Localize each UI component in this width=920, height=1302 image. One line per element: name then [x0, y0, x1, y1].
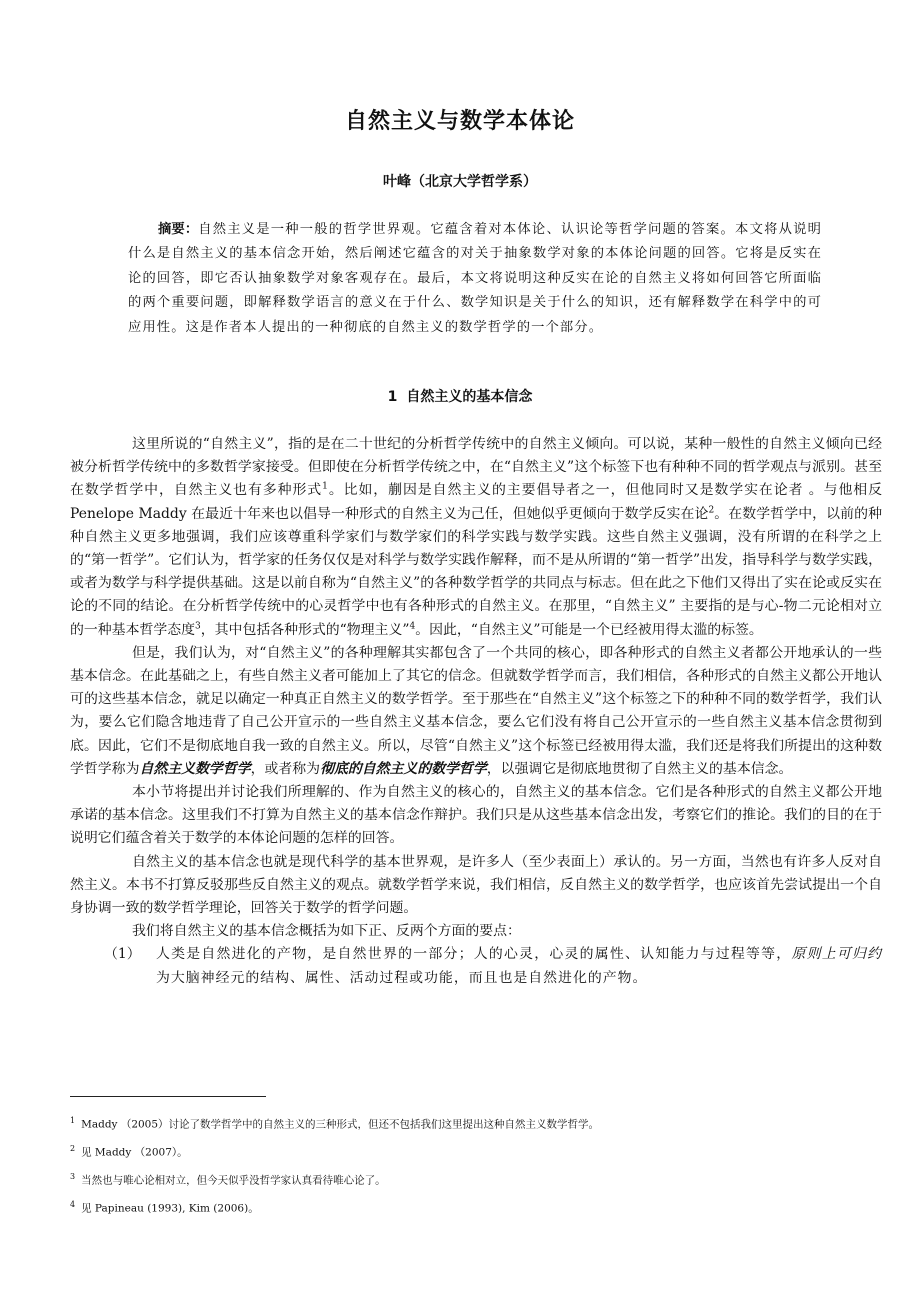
footnote-text: 见 Papineau (1993), Kim (2006)。 [81, 1202, 259, 1215]
footnote-divider [70, 1096, 266, 1097]
footnote [70, 1164, 882, 1192]
footnotes [70, 1108, 882, 1220]
paragraph-text: ，或者称为 [250, 760, 321, 777]
paragraph-text: 。比如，蒯因是自然主义的主要倡导者之一，但他同时又是数学实在论者 。与他相反 Penelope Maddy 在最近十年来也以倡导一种形式的自然主义为己任，但她似乎更倾向于数学反实在论 [70, 482, 882, 522]
footnote-number: 4 [70, 1200, 76, 1209]
footnote-number: 2 [70, 1144, 76, 1153]
abstract-label: 摘要： [158, 222, 199, 237]
emphasis-term: 原则上可归约 [791, 946, 882, 963]
paragraph: 自然主义的基本信念也就是现代科学的基本世界观，是许多人（至少表面上）承认的。另一方面，当然也有许多人反对自然主义。本书不打算反驳那些反自然主义的观点。就数学哲学来说，我们相信，反自然主义的数学哲学，也应该首先尝试提出一个自身协调一致的数学哲学理论，回答关于数学的哲学问题。 [70, 853, 882, 917]
paragraph-text: ，其中包括各种形式的“物理主义” [200, 621, 410, 638]
paragraph [70, 642, 882, 781]
footnote-ref: 1 [322, 481, 328, 492]
footnote [70, 1192, 882, 1220]
footnote-ref: 3 [195, 621, 201, 631]
section-title: 自然主义的基本信念 [406, 389, 533, 405]
paragraph: 本小节将提出并讨论我们所理解的、作为自然主义的核心的，自然主义的基本信念。它们是各种形式的自然主义都公开地承诺的基本信念。这里我们不打算为自然主义的基本信念作辩护。我们只是从这些基本信念出发，考察它们的推论。我们的目的在于说明它们蕴含着关于数学的本体论问题的怎样的回答。 [70, 784, 882, 847]
paragraph-text: 这里所说的“自然主义”，指的是在二十世纪的分析哲学传统中的自然主义倾向。可以说，某种一般性的自然主义倾向已经被分析哲学传统中的多数哲学家接受。但即使在分析哲学传统之中，在“自然主义”这个标签下也有种种不同的哲学观点与派别。甚至在数学哲学中，自然主义也有多种形式 [70, 436, 882, 499]
footnote-text: 当然也与唯心论相对立，但今天似乎没哲学家认真看待唯心论了。 [81, 1174, 386, 1187]
paragraph-text: 但是，我们认为，对“自然主义”的各种理解其实都包含了一个共同的核心，即各种形式的自然主义者都公开地承认的一些基本信念。在此基础之上，有些自然主义者可能加上了其它的信念。但就数学哲学而言，我们相信，各种形式的自然主义都公开地认可的这些基本信念，就足以确定一种真正自然主义的数学哲学。至于那些在“自然主义”这个标签之下的种种不同的数学哲学，我们认为，要么它们隐含地违背了自己公开宣示的一些自然主义基本信念，要么它们没有将自己公开宣示的一些自然主义基本信念贯彻到底。因此，它们不是彻底地自我一致的自然主义。所以，尽管“自然主义”这个标签已经被用得太滥，我们还是将我们所提出的这种数学哲学称为 [70, 644, 882, 777]
emphasis-term: 彻底的自然主义的数学哲学 [320, 760, 487, 777]
list-item-text: 人类是自然进化的产物，是自然世界的一部分；人的心灵，心灵的属性、认知能力与过程等等， [156, 946, 792, 963]
paragraph-text: ，以强调它是彻底地贯彻了自然主义的基本信念。 [486, 760, 793, 777]
emphasis-term: 自然主义数学哲学 [139, 760, 251, 777]
list-item-text: 为大脑神经元的结构、属性、活动过程或功能，而且也是自然进化的产物。 [156, 969, 648, 986]
paragraph [70, 433, 882, 642]
list-item [70, 943, 882, 990]
footnote-ref: 4 [409, 621, 416, 631]
body-text [70, 433, 882, 990]
section-heading [0, 386, 920, 406]
author-line: 叶峰（北京大学哲学系） [383, 174, 537, 190]
footnote [70, 1108, 882, 1136]
section-number: 1 [387, 389, 398, 405]
paper-title: 自然主义与数学本体论 [344, 109, 575, 134]
footnote-ref: 2 [708, 504, 715, 515]
paragraph-text: 。因此，“自然主义”可能是一个已经被用得太滥的标签。 [415, 621, 763, 638]
list-marker: （1） [104, 946, 141, 963]
footnote-text: 见 Maddy （2007）。 [81, 1146, 188, 1159]
abstract-text: 自然主义是一种一般的哲学世界观。它蕴含着对本体论、认识论等哲学问题的答案。本文将从说明什么是自然主义的基本信念开始，然后阐述它蕴含的对关于抽象数学对象的本体论问题的回答。它将是反实在论的回答，即它否认抽象数学对象客观存在。最后，本文将说明这种反实在论的自然主义将如何回答它所面临的两个重要问题，即解释数学语言的意义在于什么、数学知识是关于什么的知识，还有解释数学在科学中的可应用性。这是作者本人提出的一种彻底的自然主义的数学哲学的一个部分。 [128, 222, 822, 335]
footnote-number: 3 [70, 1172, 76, 1181]
footnote [70, 1136, 882, 1164]
footnote-number: 1 [70, 1116, 76, 1125]
abstract [128, 218, 822, 340]
footnote-text: Maddy （2005）讨论了数学哲学中的自然主义的三种形式，但还不包括我们这里提出这种自然主义数学哲学。 [81, 1118, 600, 1131]
paragraph-text: 。在数学哲学中，以前的种种自然主义更多地强调，我们应该尊重科学家们与数学家们的科学实践与数学实践。这些自然主义强调，没有所谓的在科学之上的“第一哲学”。它们认为，哲学家的任务仅仅是对科学与数学实践作解释，而不是从所谓的“第一哲学”出发，指导科学与数学实践，或者为数学与科学提供基础。这是以前自称为“自然主义”的各种数学哲学的共同点与标志。但在此之下他们又得出了实在论或反实在论的不同的结论。在分析哲学传统中的心灵哲学中也有各种形式的自然主义。在那里，“自然主义” 主要指的是与心-物二元论相对立的一种基本哲学态度 [70, 505, 882, 638]
paragraph: 我们将自然主义的基本信念概括为如下正、反两个方面的要点： [132, 923, 521, 940]
